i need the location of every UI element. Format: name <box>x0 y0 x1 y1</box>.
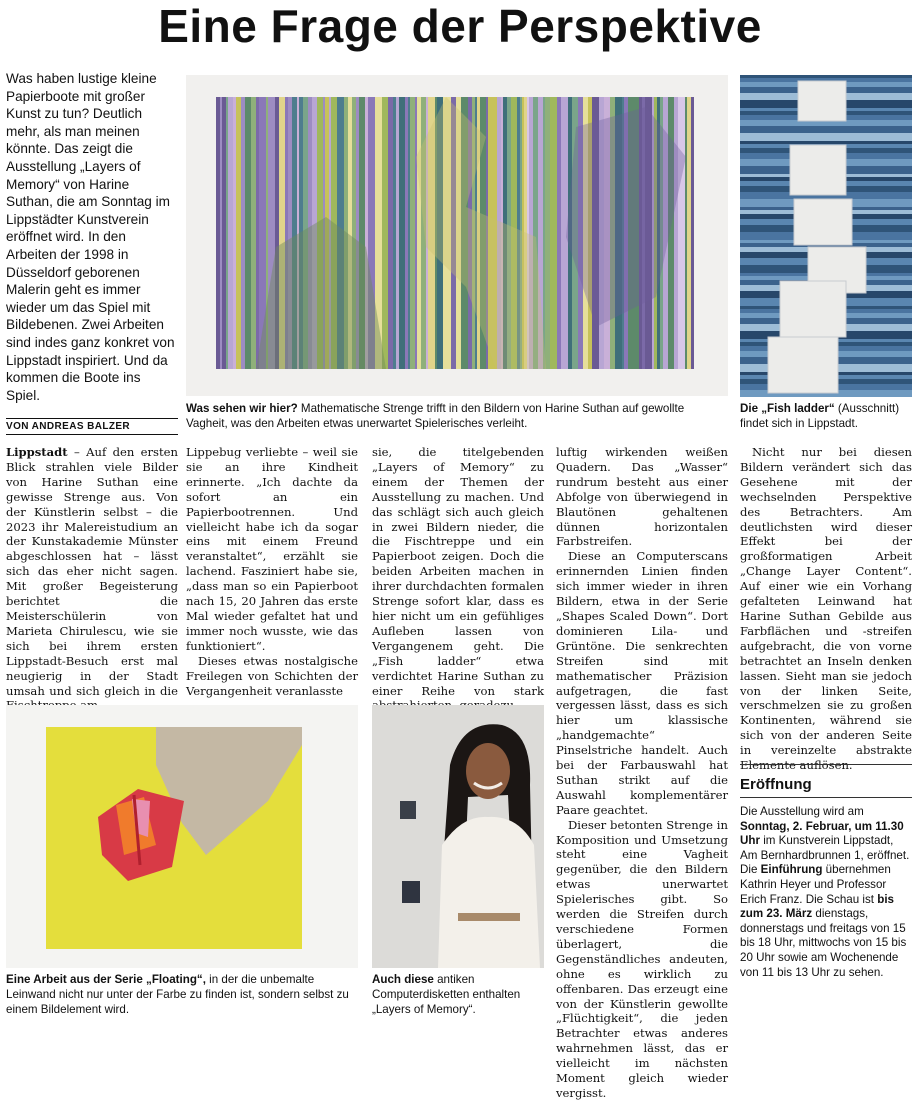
painting-stripe <box>550 97 557 369</box>
info-text-4: dienstags, donnerstags und freitags von 15 bis 18 Uhr, mittwochs von 15 bis 20 Uhr sowie am Wochenende von 11 bis 13 Uhr zu sehen. <box>740 907 907 979</box>
white-block <box>794 199 852 245</box>
painting-stripe <box>543 97 545 369</box>
painting-stripe <box>415 97 417 369</box>
fish-caption-text: (Ausschnitt) findet sich in Lippstadt. <box>740 402 900 430</box>
face <box>466 743 510 799</box>
info-date: Sonntag, 2. Februar, um 11.30 Uhr <box>740 819 904 848</box>
info-text-2: im Kunstverein Lippstadt, Am Bernhardbrunnen 1, eröffnet. Die <box>740 834 910 877</box>
column-3-text: sie, die titelgebenden „Layers of Memory“ zu einem der Themen der Ausstellung zu machen. Und das schlägt sich auch gleich in zwei Bildern nieder, die die Fischtreppe und ein Papierboot zeigen. Doch die beiden Arbeiten machen in ihrer durchdachten formalen Strenge sofort klar, dass es hier nicht um ein gefühliges Aufleben lassen von Vergangenem geht. Die „Fish ladder“ etwa verdichtet Harine Suthan zu einer Reihe von stark <box>372 445 544 698</box>
floating-caption-bold: Eine Arbeit aus der Serie „Floating“, <box>6 973 206 986</box>
headline: Eine Frage der Perspektive <box>158 0 762 52</box>
info-box-heading-rule <box>740 797 912 798</box>
body-column-4 <box>556 445 728 1100</box>
column-4-paragraph-2: Diese an Computerscans erinnernden Linien finden sich immer wieder in ihren Bildern, etwa in der Serie „Shapes Scaled Down“. Dort dominieren Lila- und Grüntöne. Die senkrechten Streifen sind mit mathematischer Präzision aufgetragen, die fast vergessen lässt, dass es sich hier um klassische „handgemachte“ Pinselstriche handelt. Auch bei der Farbauswahl hat Suthan strikt auf die Auswahl komplementärer Paare geachtet. <box>556 549 728 817</box>
body-column-3 <box>372 445 544 698</box>
column-4-paragraph-3: Dieser betonten Strenge in Komposition und Umsetzung steht eine Vagheit gegenüber, die den Bildern etwas unerwartet Spielerisches gibt. So werden die Streifen durch verschiedene Formen überlagert, die Gegenständliches andeuten, ohne es wirklich zu offenbaren. Das erzeugt eine von der Künstlerin gewollte „Flüchtigkeit“, die jeden Betrachter etwas anderes wahrnehmen lässt, das er vielleicht im nächsten Moment gleich wieder vergisst. <box>556 817 728 1100</box>
column-5-text: Nicht nur bei diesen Bildern verändert sich das Gesehene mit der wechselnden Perspektive des Betrachters. Am deutlichsten wird dieser Effekt bei der großformatigen Arbeit „Change Layer Content“. Auf einer wie ein Vorhang gefalteten Leinwand hat Harine Suthan Gebilde aus Farbflächen und -streifen aufgebracht, die von vorne betrachtet an Inseln denken lassen. Sieht man sie jedoch von der linken Seite, verschmelzen sie zu großen Kontinenten, während sie sich von der anderen Seite in vereinzelte abstrakte Elemente auflösen. <box>740 445 912 773</box>
floating-caption-text: in der die unbemalte Leinwand nicht nur unter der Farbe zu finden ist, sondern selbst zu einem Bildelement wird. <box>6 973 349 1016</box>
info-intro-label: Einführung <box>760 863 823 877</box>
main-caption-text: Mathematische Strenge trifft in den Bildern von Harine Suthan auf gewollte Vagheit, was den Arbeiten etwas unerwartet Spielerisches verleiht. <box>186 402 685 430</box>
painting-stripe <box>545 97 550 369</box>
painting-stripe <box>417 97 421 369</box>
floating-caption <box>6 972 358 1017</box>
water-stripe <box>740 133 912 141</box>
fish-ladder-graphic <box>740 75 912 396</box>
painting-stripe <box>222 97 226 369</box>
belt <box>458 913 520 921</box>
painting-stripe <box>399 97 405 369</box>
painting-stripe <box>678 97 685 369</box>
painting-stripe <box>382 97 388 369</box>
painting-stripe <box>233 97 236 369</box>
painting-stripe <box>687 97 691 369</box>
painting-stripe <box>393 97 396 369</box>
column-1-text: – Auf den ersten Blick strahlen viele Bilder von Harine Suthan eine gewisse Strenge aus. Von der Künstlerin selbst – die 2023 ihr Malereistudium an der Kunstakademie Münster abgeschlossen hat – lässt sich das eher nicht sagen. Mit großer Begeisterung berichtet die Meisterschülerin von Marieta Chirulescu, wie sie sich bei ihrem ersten Lippstadt-Besuch erst mal neugierig in der Stadt umsah und sich gleich in die <box>6 445 178 698</box>
painting-stripe <box>691 97 694 369</box>
painting-stripe <box>245 97 251 369</box>
white-block <box>790 145 846 195</box>
byline: VON ANDREAS BALZER <box>6 418 178 434</box>
floppy-disk <box>400 801 416 819</box>
floating-painting-graphic <box>6 705 358 968</box>
painting-stripe <box>226 97 228 369</box>
info-box-text <box>740 805 912 980</box>
column-2-paragraph-1: Lippebug verliebte – weil sie sie an ihre Kindheit erinnerte. „Ich dachte da sofort an ein Papierbootrennen. Und vielleicht habe ich da sogar eins mit einem Freund veranstaltet“, erzählt sie lachend. Fasziniert habe sie, „dass man so ein Papierboot nach 15, 20 Jahren das erste Mal wieder gefaltet hat und immer noch wusste, wie das funktioniert“. <box>186 445 358 653</box>
water-stripe <box>740 75 912 78</box>
painting-stripe <box>228 97 233 369</box>
painting-stripe <box>396 97 399 369</box>
painting-stripe <box>557 97 561 369</box>
main-caption-bold: Was sehen wir hier? <box>186 402 298 415</box>
painting-stripe <box>674 97 678 369</box>
portrait-caption <box>372 972 544 1017</box>
stripe-painting-graphic <box>186 75 728 396</box>
painting-stripe <box>251 97 256 369</box>
column-4-paragraph-1: luftig wirkenden weißen Quadern. Das „Wasser“ rundrum besteht aus einer Abfolge von überwiegend in Blautönen gehaltenen dünnen horizontalen Farbstreifen. <box>556 445 728 549</box>
painting-stripe <box>236 97 241 369</box>
painting-stripe <box>256 97 259 369</box>
painting-stripe <box>241 97 245 369</box>
fish-caption-bold: Die „Fish ladder“ <box>740 402 835 415</box>
painting-stripe <box>410 97 415 369</box>
painting-stripe <box>685 97 687 369</box>
info-text-1: Die Ausstellung wird am <box>740 805 864 818</box>
painting-stripe <box>408 97 410 369</box>
body-column-2 <box>186 445 358 698</box>
white-block <box>798 81 846 121</box>
painting-stripe <box>405 97 408 369</box>
info-box-top-rule <box>740 764 912 765</box>
painting-stripe <box>388 97 393 369</box>
body-column-1 <box>6 445 178 698</box>
floating-painting-image <box>6 705 358 968</box>
lead-paragraph: Was haben lustige kleine Papierboote mit großer Kunst zu tun? Deutlich mehr, als man meinen könnte. Das zeigt die Ausstellung „Layers of Memory“ von Harine Suthan, die am Sonntag im Lippstädter Kunstverein eröffnet wird. In den Arbeiten der 1998 in Düsseldorf geborenen Malerin geht es immer wieder um das Spiel mit Bildebenen. Zwei Arbeiten sind indes ganz konkret von Lippstadt inspiriert. Und da kommen die Boote ins Spiel. <box>6 71 175 403</box>
body-column-5 <box>740 445 912 773</box>
water-stripe <box>740 141 912 144</box>
painting-stripe <box>216 97 220 369</box>
water-stripe <box>740 126 912 133</box>
info-text-3: übernehmen Kathrin Heyer und Professor Erich Franz. Die Schau ist <box>740 863 891 906</box>
main-image-caption <box>186 401 728 431</box>
artist-portrait-image <box>372 705 544 968</box>
fish-ladder-image <box>740 75 912 396</box>
main-painting-image <box>186 75 728 396</box>
painting-stripe <box>220 97 222 369</box>
info-end-date: bis zum 23. März <box>740 892 895 921</box>
column-2-paragraph-2: Dieses etwas nostalgische Freilegen von Schichten der Vergangenheit veranlasste <box>186 653 358 698</box>
artist-portrait-graphic <box>372 705 544 968</box>
floppy-disk <box>402 881 420 903</box>
dateline-location: Lippstadt <box>6 445 68 459</box>
white-block <box>768 337 838 393</box>
info-box-heading: Eröffnung <box>740 776 812 793</box>
fish-ladder-caption <box>740 401 912 431</box>
portrait-caption-text: antiken Computerdisketten enthalten „Layers of Memory“. <box>372 973 521 1016</box>
portrait-caption-bold: Auch diese <box>372 973 434 986</box>
white-sweater <box>438 817 540 968</box>
white-block <box>780 281 846 337</box>
byline-rule <box>6 434 178 435</box>
